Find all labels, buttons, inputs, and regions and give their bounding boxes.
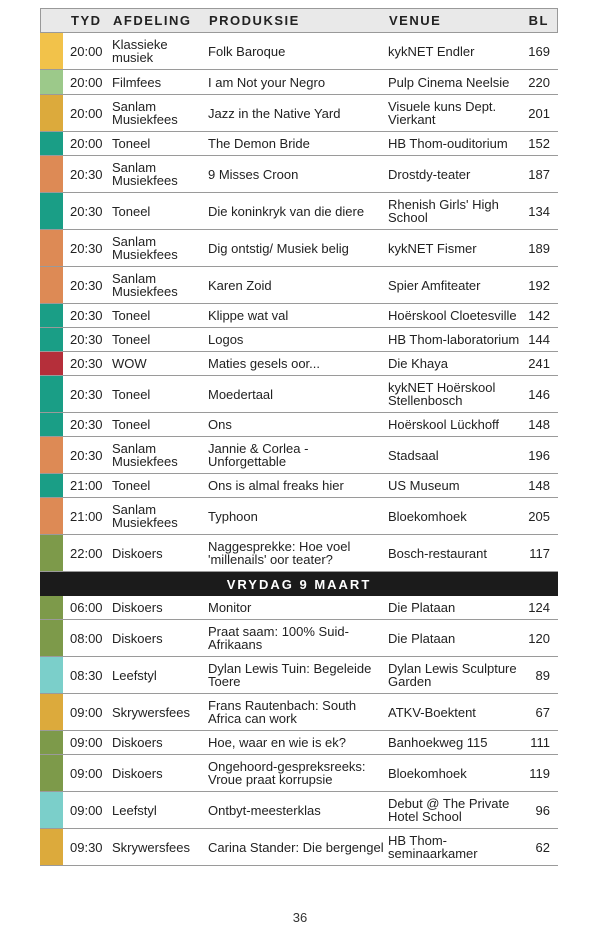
cell-time: 08:00 <box>70 630 103 646</box>
cell-venue: Stadsaal <box>388 447 439 463</box>
cell-production: Ons is almal freaks hier <box>208 478 344 493</box>
category-color-strip <box>40 328 63 351</box>
cell-time: 22:00 <box>70 545 103 561</box>
cell-time: 21:00 <box>70 508 103 524</box>
category-color-strip <box>40 694 63 730</box>
cell-dept: Leefstyl <box>112 802 157 818</box>
cell-page: 96 <box>535 802 550 818</box>
schedule-table <box>40 8 558 866</box>
cell-dept: Skrywersfees <box>112 839 191 855</box>
cell-venue: Drostdy-teater <box>388 166 471 182</box>
cell-dept: Sanlam Musiekfees <box>112 441 178 469</box>
header-page: BL <box>528 13 549 28</box>
cell-venue: Debut @ The Private Hotel School <box>388 796 510 824</box>
header-venue: VENUE <box>389 13 442 28</box>
cell-production: 9 Misses Croon <box>208 166 299 182</box>
cell-venue: kykNET Endler <box>388 43 475 59</box>
cell-production: Ongehoord-gespreksreeks: Vroue praat korrupsie <box>208 759 366 787</box>
cell-venue: Die Plataan <box>388 630 456 646</box>
cell-production: Die koninkryk van die diere <box>208 203 365 219</box>
category-color-strip <box>40 620 63 656</box>
table-row <box>40 731 558 755</box>
category-color-strip <box>40 193 63 229</box>
cell-dept: Toneel <box>112 308 151 323</box>
header-time: TYD <box>71 13 102 28</box>
table-row <box>40 70 558 95</box>
cell-production: Praat saam: 100% Suid-Afrikaans <box>208 624 349 652</box>
cell-production: Jazz in the Native Yard <box>208 105 341 121</box>
cell-time: 20:30 <box>70 386 103 402</box>
table-row <box>40 620 558 657</box>
table-row <box>40 829 558 866</box>
cell-page: 111 <box>530 735 550 750</box>
cell-production: I am Not your Negro <box>208 74 326 90</box>
category-color-strip <box>40 474 63 497</box>
cell-page: 117 <box>529 545 550 561</box>
cell-production: Ontbyt-meesterklas <box>208 802 321 818</box>
category-color-strip <box>40 132 63 155</box>
cell-venue: Bloekomhoek <box>388 508 467 524</box>
cell-venue: Die Khaya <box>388 356 448 371</box>
category-color-strip <box>40 731 63 754</box>
category-color-strip <box>40 376 63 412</box>
cell-time: 21:00 <box>70 478 103 493</box>
cell-production: Frans Rautenbach: South Africa can work <box>208 698 357 726</box>
table-row <box>40 792 558 829</box>
table-row <box>40 230 558 267</box>
cell-production: Ons <box>208 417 232 432</box>
cell-dept: Toneel <box>112 386 151 402</box>
thursday-rows <box>40 33 558 572</box>
cell-time: 20:30 <box>70 417 103 432</box>
cell-time: 20:30 <box>70 203 103 219</box>
cell-production: Logos <box>208 332 244 347</box>
cell-page: 119 <box>529 765 550 781</box>
cell-dept: Toneel <box>112 417 151 432</box>
cell-page: 148 <box>528 478 550 493</box>
cell-time: 20:00 <box>70 136 103 151</box>
cell-page: 152 <box>528 136 550 151</box>
cell-page: 134 <box>528 203 550 219</box>
cell-page: 192 <box>528 277 550 293</box>
cell-dept: Sanlam Musiekfees <box>112 271 178 299</box>
cell-dept: Sanlam Musiekfees <box>112 99 178 127</box>
cell-venue: Visuele kuns Dept. Vierkant <box>388 99 497 127</box>
cell-production: Monitor <box>208 600 252 615</box>
cell-venue: Die Plataan <box>388 600 456 615</box>
cell-time: 09:00 <box>70 735 103 750</box>
cell-page: 169 <box>528 43 550 59</box>
cell-page: 187 <box>528 166 550 182</box>
cell-production: Karen Zoid <box>208 277 272 293</box>
cell-dept: Leefstyl <box>112 667 157 683</box>
cell-page: 148 <box>528 417 550 432</box>
cell-dept: WOW <box>112 356 147 371</box>
cell-production: Maties gesels oor... <box>208 356 320 371</box>
table-row <box>40 328 558 352</box>
cell-dept: Toneel <box>112 478 151 493</box>
table-row <box>40 755 558 792</box>
cell-venue: HB Thom-seminaarkamer <box>388 833 478 861</box>
cell-page: 142 <box>528 308 550 323</box>
table-row <box>40 267 558 304</box>
cell-production: Carina Stander: Die bergengel <box>208 839 384 855</box>
cell-time: 20:30 <box>70 356 103 371</box>
header-dept: AFDELING <box>113 13 192 28</box>
category-color-strip <box>40 156 63 192</box>
cell-venue: Hoërskool Lückhoff <box>388 417 500 432</box>
category-color-strip <box>40 70 63 94</box>
cell-page: 67 <box>535 704 550 720</box>
table-row <box>40 95 558 132</box>
category-color-strip <box>40 535 63 571</box>
cell-production: Dylan Lewis Tuin: Begeleide Toere <box>208 661 372 689</box>
table-row <box>40 657 558 694</box>
cell-page: 220 <box>528 74 550 90</box>
table-header <box>40 8 558 33</box>
cell-dept: Sanlam Musiekfees <box>112 160 178 188</box>
category-color-strip <box>40 657 63 693</box>
cell-dept: Diskoers <box>112 630 163 646</box>
cell-dept: Skrywersfees <box>112 704 191 720</box>
cell-page: 196 <box>528 447 550 463</box>
cell-production: Typhoon <box>208 508 258 524</box>
cell-production: Naggesprekke: Hoe voel 'millenails' oor teater? <box>208 539 351 567</box>
cell-time: 20:00 <box>70 43 103 59</box>
page-number: 36 <box>292 910 308 925</box>
cell-page: 201 <box>528 105 550 121</box>
cell-production: Hoe, waar en wie is ek? <box>208 735 347 750</box>
table-row <box>40 193 558 230</box>
cell-venue: Spier Amfiteater <box>388 277 481 293</box>
cell-venue: Banhoekweg 115 <box>388 735 488 750</box>
cell-page: 62 <box>535 839 550 855</box>
cell-time: 20:00 <box>70 74 103 90</box>
table-row <box>40 156 558 193</box>
cell-production: Folk Baroque <box>208 43 286 59</box>
cell-dept: Diskoers <box>112 765 163 781</box>
cell-time: 09:00 <box>70 802 103 818</box>
cell-venue: kykNET Hoërskool Stellenbosch <box>388 380 496 408</box>
cell-production: Moedertaal <box>208 386 274 402</box>
cell-page: 146 <box>528 386 550 402</box>
category-color-strip <box>40 304 63 327</box>
cell-time: 20:30 <box>70 447 103 463</box>
table-row <box>40 352 558 376</box>
table-row <box>40 413 558 437</box>
table-row <box>40 376 558 413</box>
cell-dept: Sanlam Musiekfees <box>112 234 178 262</box>
cell-time: 09:30 <box>70 839 103 855</box>
cell-page: 124 <box>528 600 550 615</box>
cell-venue: HB Thom-ouditorium <box>388 136 508 151</box>
cell-time: 20:30 <box>70 166 103 182</box>
table-row <box>40 437 558 474</box>
cell-time: 09:00 <box>70 765 103 781</box>
category-color-strip <box>40 33 63 69</box>
category-color-strip <box>40 596 63 619</box>
cell-page: 189 <box>528 240 550 256</box>
cell-time: 20:00 <box>70 105 103 121</box>
category-color-strip <box>40 498 63 534</box>
cell-production: The Demon Bride <box>208 136 310 151</box>
cell-venue: Hoërskool Cloetesville <box>388 308 517 323</box>
cell-dept: Diskoers <box>112 735 163 750</box>
table-row <box>40 132 558 156</box>
table-row <box>40 596 558 620</box>
cell-time: 20:30 <box>70 308 103 323</box>
cell-venue: Pulp Cinema Neelsie <box>388 74 510 90</box>
cell-page: 205 <box>528 508 550 524</box>
cell-dept: Sanlam Musiekfees <box>112 502 178 530</box>
cell-time: 20:30 <box>70 277 103 293</box>
category-color-strip <box>40 792 63 828</box>
cell-page: 241 <box>528 356 550 371</box>
table-row <box>40 33 558 70</box>
category-color-strip <box>40 413 63 436</box>
table-row <box>40 498 558 535</box>
category-color-strip <box>40 755 63 791</box>
cell-dept: Toneel <box>112 136 151 151</box>
cell-page: 120 <box>528 630 550 646</box>
cell-time: 20:30 <box>70 332 103 347</box>
category-color-strip <box>40 230 63 266</box>
table-row <box>40 535 558 572</box>
category-color-strip <box>40 437 63 473</box>
category-color-strip <box>40 267 63 303</box>
cell-venue: Dylan Lewis Sculpture Garden <box>388 661 517 689</box>
cell-production: Dig ontstig/ Musiek belig <box>208 240 349 256</box>
friday-rows <box>40 596 558 866</box>
category-color-strip <box>40 829 63 865</box>
cell-venue: US Museum <box>388 478 460 493</box>
cell-time: 08:30 <box>70 667 103 683</box>
cell-page: 144 <box>528 332 550 347</box>
cell-production: Jannie & Corlea - Unforgettable <box>208 441 309 469</box>
category-color-strip <box>40 352 63 375</box>
cell-dept: Toneel <box>112 332 151 347</box>
cell-time: 09:00 <box>70 704 103 720</box>
cell-venue: Bloekomhoek <box>388 765 467 781</box>
cell-production: Klippe wat val <box>208 308 289 323</box>
cell-venue: Bosch-restaurant <box>388 545 487 561</box>
cell-dept: Diskoers <box>112 545 163 561</box>
day-divider: VRYDAG 9 MAART <box>40 572 558 596</box>
header-production: PRODUKSIE <box>209 13 300 28</box>
cell-venue: ATKV-Boektent <box>388 704 476 720</box>
cell-dept: Klassieke musiek <box>112 37 168 65</box>
cell-dept: Diskoers <box>112 600 163 615</box>
cell-page: 89 <box>535 667 550 683</box>
category-color-strip <box>40 95 63 131</box>
cell-dept: Filmfees <box>112 74 162 90</box>
cell-dept: Toneel <box>112 203 151 219</box>
cell-time: 06:00 <box>70 600 103 615</box>
cell-venue: HB Thom-laboratorium <box>388 332 520 347</box>
cell-venue: kykNET Fismer <box>388 240 477 256</box>
cell-time: 20:30 <box>70 240 103 256</box>
table-row <box>40 694 558 731</box>
table-row <box>40 304 558 328</box>
cell-venue: Rhenish Girls' High School <box>388 197 499 225</box>
table-row <box>40 474 558 498</box>
